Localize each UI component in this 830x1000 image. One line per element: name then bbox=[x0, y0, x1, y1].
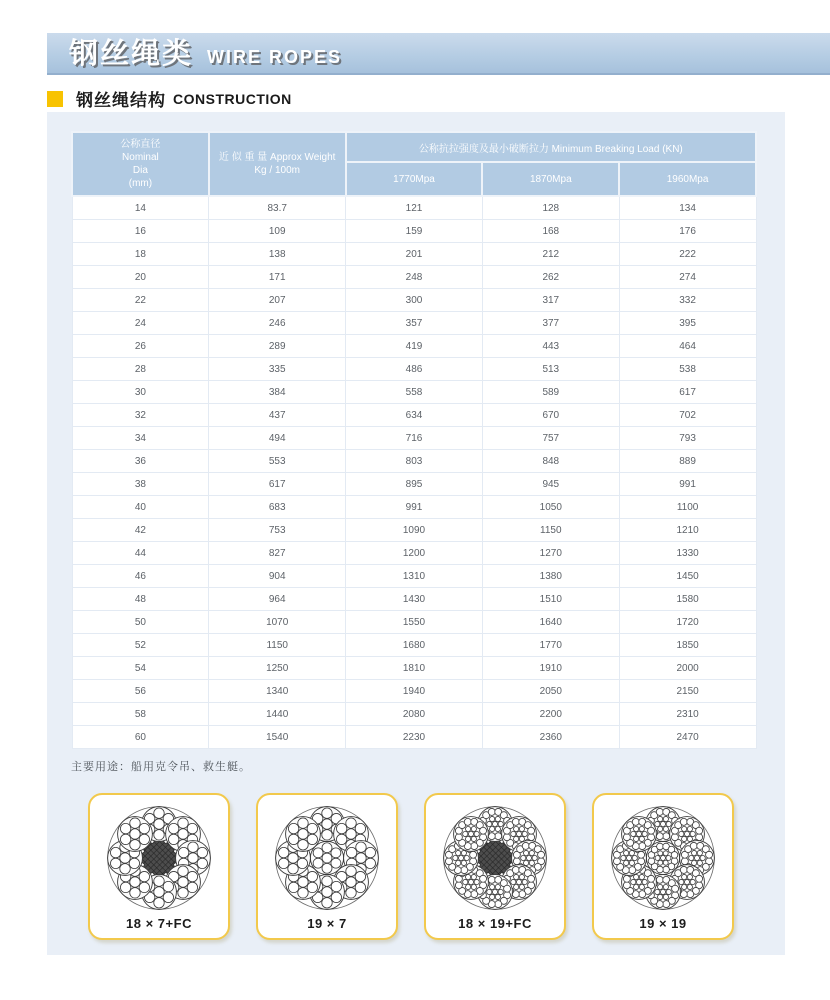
header-grade-1770: 1770Mpa bbox=[346, 162, 483, 196]
table-cell: 538 bbox=[619, 358, 756, 381]
table-row bbox=[72, 266, 756, 289]
table-cell: 52 bbox=[72, 634, 209, 657]
table-cell: 2360 bbox=[482, 726, 619, 749]
table-cell: 128 bbox=[482, 196, 619, 220]
breaking-load-table bbox=[71, 131, 757, 749]
table-cell: 1330 bbox=[619, 542, 756, 565]
table-cell: 32 bbox=[72, 404, 209, 427]
table-body bbox=[72, 196, 756, 749]
table-cell: 1910 bbox=[482, 657, 619, 680]
rope-cross-section-diagram bbox=[101, 800, 217, 916]
table-cell: 56 bbox=[72, 680, 209, 703]
table-row bbox=[72, 519, 756, 542]
content-panel bbox=[47, 112, 785, 955]
table-cell: 1150 bbox=[482, 519, 619, 542]
table-cell: 207 bbox=[209, 289, 346, 312]
table-cell: 803 bbox=[346, 450, 483, 473]
table-row bbox=[72, 220, 756, 243]
table-cell: 1070 bbox=[209, 611, 346, 634]
table-cell: 300 bbox=[346, 289, 483, 312]
table-cell: 2000 bbox=[619, 657, 756, 680]
table-cell: 1250 bbox=[209, 657, 346, 680]
yellow-square-bullet-icon bbox=[47, 91, 63, 107]
header-breaking-load-group: 公称抗拉强度及最小破断拉力 Minimum Breaking Load (KN) bbox=[346, 132, 756, 162]
table-row bbox=[72, 404, 756, 427]
rope-cross-section-diagram bbox=[269, 800, 385, 916]
table-row bbox=[72, 496, 756, 519]
table-cell: 634 bbox=[346, 404, 483, 427]
table-cell: 1090 bbox=[346, 519, 483, 542]
table-cell: 14 bbox=[72, 196, 209, 220]
table-cell: 1340 bbox=[209, 680, 346, 703]
table-cell: 58 bbox=[72, 703, 209, 726]
table-cell: 317 bbox=[482, 289, 619, 312]
table-cell: 753 bbox=[209, 519, 346, 542]
table-cell: 2230 bbox=[346, 726, 483, 749]
table-cell: 1380 bbox=[482, 565, 619, 588]
table-cell: 1770 bbox=[482, 634, 619, 657]
table-cell: 1210 bbox=[619, 519, 756, 542]
table-cell: 36 bbox=[72, 450, 209, 473]
table-cell: 670 bbox=[482, 404, 619, 427]
table-cell: 827 bbox=[209, 542, 346, 565]
table-row bbox=[72, 243, 756, 266]
header-line: Kg / 100m bbox=[254, 165, 300, 176]
table-row bbox=[72, 289, 756, 312]
table-cell: 1540 bbox=[209, 726, 346, 749]
table-cell: 176 bbox=[619, 220, 756, 243]
table-row bbox=[72, 473, 756, 496]
table-cell: 46 bbox=[72, 565, 209, 588]
table-cell: 1440 bbox=[209, 703, 346, 726]
table-cell: 2150 bbox=[619, 680, 756, 703]
table-cell: 1150 bbox=[209, 634, 346, 657]
table-cell: 716 bbox=[346, 427, 483, 450]
table-cell: 1200 bbox=[346, 542, 483, 565]
table-cell: 357 bbox=[346, 312, 483, 335]
table-cell: 702 bbox=[619, 404, 756, 427]
header-line: 近 似 重 量 Approx Weight bbox=[218, 152, 336, 163]
table-row bbox=[72, 358, 756, 381]
header-line: Nominal bbox=[122, 152, 159, 163]
header-grade-1960: 1960Mpa bbox=[619, 162, 756, 196]
table-cell: 171 bbox=[209, 266, 346, 289]
rope-type-label: 18 × 7+FC bbox=[126, 916, 192, 931]
table-cell: 589 bbox=[482, 381, 619, 404]
table-cell: 1550 bbox=[346, 611, 483, 634]
table-cell: 1850 bbox=[619, 634, 756, 657]
table-cell: 464 bbox=[619, 335, 756, 358]
table-cell: 757 bbox=[482, 427, 619, 450]
table-cell: 1810 bbox=[346, 657, 483, 680]
table-cell: 246 bbox=[209, 312, 346, 335]
rope-cross-section-diagram bbox=[605, 800, 721, 916]
table-cell: 22 bbox=[72, 289, 209, 312]
table-cell: 138 bbox=[209, 243, 346, 266]
table-cell: 24 bbox=[72, 312, 209, 335]
table-cell: 1450 bbox=[619, 565, 756, 588]
table-cell: 50 bbox=[72, 611, 209, 634]
section-title-en: CONSTRUCTION bbox=[173, 90, 292, 107]
table-cell: 895 bbox=[346, 473, 483, 496]
rope-type-label: 18 × 19+FC bbox=[458, 916, 532, 931]
page-title-en: WIRE ROPES bbox=[207, 47, 343, 67]
table-cell: 2310 bbox=[619, 703, 756, 726]
table-row bbox=[72, 611, 756, 634]
table-cell: 377 bbox=[482, 312, 619, 335]
table-cell: 1310 bbox=[346, 565, 483, 588]
header-grade-1870: 1870Mpa bbox=[482, 162, 619, 196]
table-cell: 1580 bbox=[619, 588, 756, 611]
table-cell: 443 bbox=[482, 335, 619, 358]
section-title-cn: 钢丝绳结构 bbox=[76, 91, 166, 110]
table-cell: 793 bbox=[619, 427, 756, 450]
rope-diagram-cards bbox=[88, 793, 760, 940]
table-row bbox=[72, 542, 756, 565]
usage-note: 主要用途：船用克令吊、救生艇。 bbox=[71, 761, 251, 773]
table-cell: 83.7 bbox=[209, 196, 346, 220]
table-row bbox=[72, 196, 756, 220]
table-cell: 1640 bbox=[482, 611, 619, 634]
table-cell: 419 bbox=[346, 335, 483, 358]
table-cell: 109 bbox=[209, 220, 346, 243]
rope-cross-section-diagram bbox=[437, 800, 553, 916]
header-nominal-dia bbox=[72, 132, 209, 196]
table-row bbox=[72, 381, 756, 404]
table-cell: 222 bbox=[619, 243, 756, 266]
table-cell: 1720 bbox=[619, 611, 756, 634]
table-row bbox=[72, 657, 756, 680]
table-cell: 1050 bbox=[482, 496, 619, 519]
table-cell: 513 bbox=[482, 358, 619, 381]
table-row bbox=[72, 427, 756, 450]
table-cell: 904 bbox=[209, 565, 346, 588]
header-line: Dia bbox=[132, 165, 148, 176]
table-cell: 553 bbox=[209, 450, 346, 473]
table-cell: 26 bbox=[72, 335, 209, 358]
table-cell: 332 bbox=[619, 289, 756, 312]
table-row bbox=[72, 565, 756, 588]
table-cell: 494 bbox=[209, 427, 346, 450]
table-cell: 274 bbox=[619, 266, 756, 289]
table-cell: 558 bbox=[346, 381, 483, 404]
table-cell: 159 bbox=[346, 220, 483, 243]
header-approx-weight bbox=[209, 132, 346, 196]
table-cell: 121 bbox=[346, 196, 483, 220]
table-cell: 38 bbox=[72, 473, 209, 496]
rope-diagram-card bbox=[592, 793, 734, 940]
table-cell: 437 bbox=[209, 404, 346, 427]
table-cell: 1510 bbox=[482, 588, 619, 611]
table-cell: 1270 bbox=[482, 542, 619, 565]
header-line: (mm) bbox=[128, 178, 153, 189]
rope-type-label: 19 × 7 bbox=[307, 916, 347, 931]
rope-diagram-card bbox=[88, 793, 230, 940]
table-cell: 40 bbox=[72, 496, 209, 519]
table-cell: 2470 bbox=[619, 726, 756, 749]
table-row bbox=[72, 312, 756, 335]
table-cell: 48 bbox=[72, 588, 209, 611]
table-cell: 42 bbox=[72, 519, 209, 542]
table-cell: 1940 bbox=[346, 680, 483, 703]
table-cell: 945 bbox=[482, 473, 619, 496]
table-cell: 335 bbox=[209, 358, 346, 381]
table-cell: 2050 bbox=[482, 680, 619, 703]
table-cell: 964 bbox=[209, 588, 346, 611]
table-cell: 889 bbox=[619, 450, 756, 473]
table-row bbox=[72, 588, 756, 611]
table-cell: 54 bbox=[72, 657, 209, 680]
table-cell: 168 bbox=[482, 220, 619, 243]
table-cell: 289 bbox=[209, 335, 346, 358]
table-row bbox=[72, 726, 756, 749]
table-cell: 683 bbox=[209, 496, 346, 519]
table-cell: 991 bbox=[346, 496, 483, 519]
table-row bbox=[72, 450, 756, 473]
table-cell: 384 bbox=[209, 381, 346, 404]
table-cell: 486 bbox=[346, 358, 483, 381]
table-cell: 2080 bbox=[346, 703, 483, 726]
rope-type-label: 19 × 19 bbox=[639, 916, 687, 931]
table-cell: 212 bbox=[482, 243, 619, 266]
table-row bbox=[72, 703, 756, 726]
table-row bbox=[72, 680, 756, 703]
table-cell: 44 bbox=[72, 542, 209, 565]
rope-diagram-card bbox=[256, 793, 398, 940]
table-row bbox=[72, 634, 756, 657]
table-cell: 20 bbox=[72, 266, 209, 289]
table-cell: 991 bbox=[619, 473, 756, 496]
table-cell: 848 bbox=[482, 450, 619, 473]
section-heading bbox=[47, 86, 292, 111]
table-cell: 34 bbox=[72, 427, 209, 450]
table-cell: 1430 bbox=[346, 588, 483, 611]
table-cell: 134 bbox=[619, 196, 756, 220]
table-cell: 18 bbox=[72, 243, 209, 266]
table-cell: 16 bbox=[72, 220, 209, 243]
page-banner bbox=[47, 33, 830, 75]
table-cell: 1100 bbox=[619, 496, 756, 519]
table-cell: 617 bbox=[209, 473, 346, 496]
table-row bbox=[72, 335, 756, 358]
table-cell: 617 bbox=[619, 381, 756, 404]
table-cell: 1680 bbox=[346, 634, 483, 657]
table-cell: 201 bbox=[346, 243, 483, 266]
table-cell: 248 bbox=[346, 266, 483, 289]
table-cell: 28 bbox=[72, 358, 209, 381]
header-line: 公称直径 bbox=[120, 139, 161, 150]
table-cell: 30 bbox=[72, 381, 209, 404]
table-cell: 395 bbox=[619, 312, 756, 335]
table-cell: 262 bbox=[482, 266, 619, 289]
table-cell: 60 bbox=[72, 726, 209, 749]
rope-diagram-card bbox=[424, 793, 566, 940]
table-cell: 2200 bbox=[482, 703, 619, 726]
page-title-cn: 钢丝绳类 bbox=[69, 38, 194, 70]
